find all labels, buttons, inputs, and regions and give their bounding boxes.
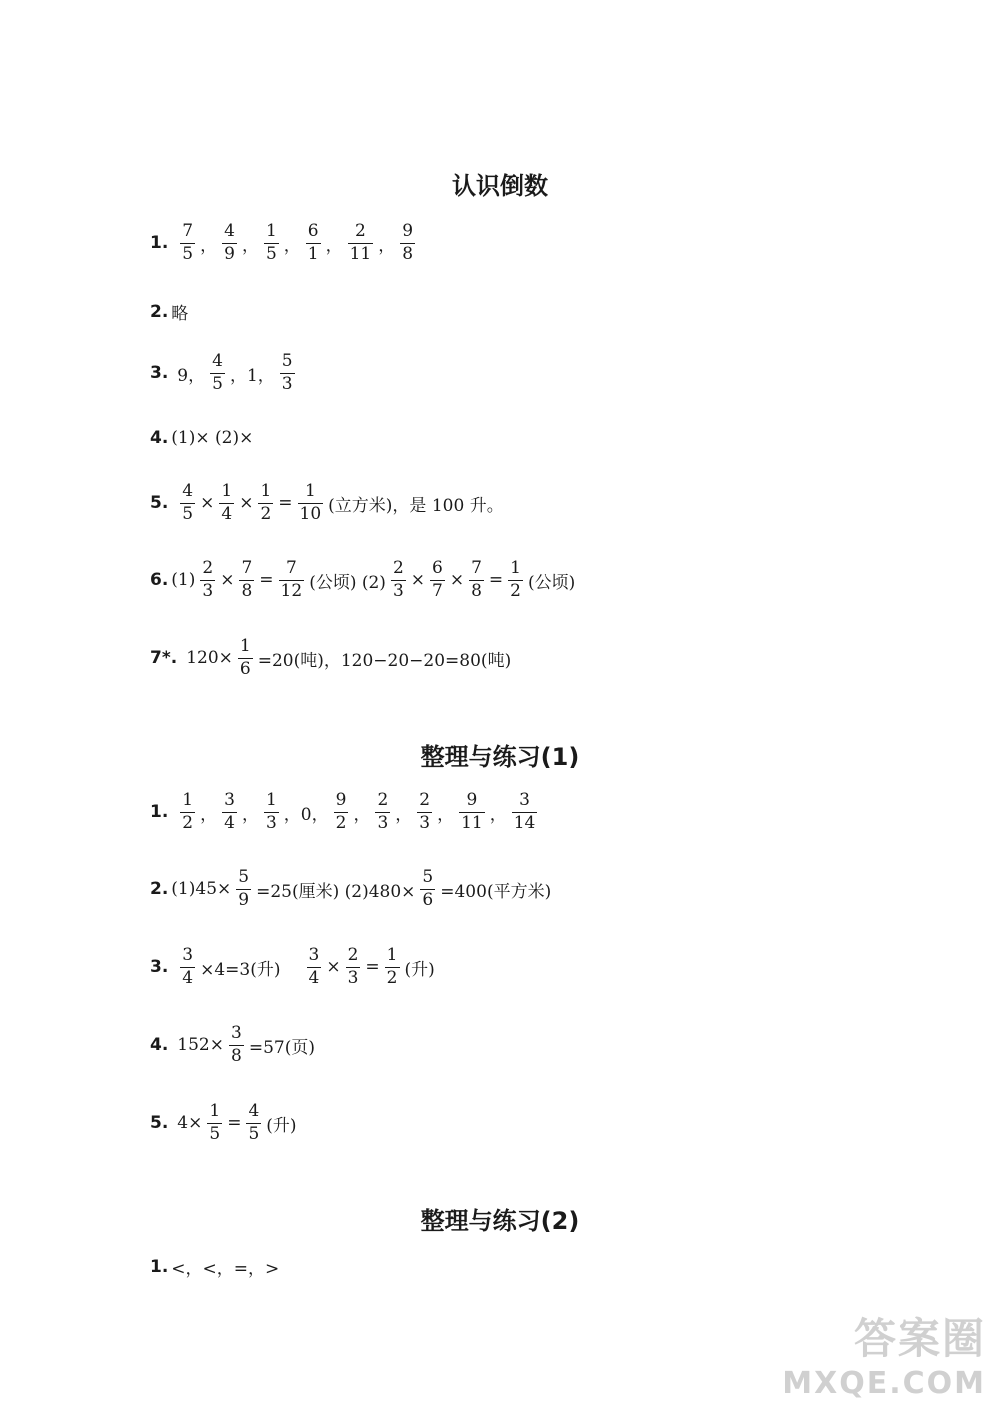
fraction: $\frac{1}{2}$ <box>182 790 194 833</box>
question-1: 1. $\frac{7}{5}$ ， $\frac{4}{9}$ ， $\frac{1}{5}$ ， $\frac{6}{1}$ ， $\frac{2}{11}$ ， $\frac{9}{8}$ <box>150 221 414 264</box>
question-number: 6. <box>150 570 169 591</box>
fraction: $\frac{1}{5}$ <box>265 221 277 264</box>
fraction: $\frac{1}{6}$ <box>239 636 251 679</box>
question-number: 4. <box>150 1035 169 1056</box>
fraction: $\frac{3}{4}$ <box>182 945 194 988</box>
fraction: $\frac{3}{4}$ <box>308 945 320 988</box>
watermark <box>782 1306 986 1401</box>
question-2 <box>150 299 189 324</box>
watermark-line-1: 答案圈 <box>853 1314 986 1363</box>
fraction: $\frac{2}{3}$ <box>347 945 359 988</box>
fraction: $\frac{2}{3}$ <box>419 790 431 833</box>
fraction: $\frac{3}{4}$ <box>224 790 235 833</box>
section-title-reciprocal: 认识倒数 <box>452 172 548 200</box>
fraction: $\frac{3}{8}$ <box>231 1023 242 1066</box>
question-number: 1. <box>150 1256 169 1277</box>
fraction: $\frac{4}{5}$ <box>212 351 223 394</box>
section-title-review-1: 整理与练习(1) <box>420 743 580 771</box>
question-number: 4. <box>150 428 169 448</box>
fraction: $\frac{2}{3}$ <box>392 558 404 601</box>
question-number: 3. <box>150 957 169 978</box>
fraction: $\frac{1}{5}$ <box>209 1101 221 1144</box>
question-number: 7*. <box>150 648 178 669</box>
question-1 <box>150 1254 280 1279</box>
fraction: $\frac{1}{3}$ <box>265 790 277 833</box>
question-number: 1. <box>150 802 169 823</box>
answer-text: 略 <box>171 304 189 324</box>
fraction: $\frac{2}{11}$ <box>349 221 372 264</box>
fraction: $\frac{9}{2}$ <box>335 790 347 833</box>
question-7: 7*. 120× $\frac{1}{6}$ =20(吨)，120−20−20=80(吨) <box>150 636 512 679</box>
question-3: 3. $\frac{3}{4}$ ×4=3(升) $\frac{3}{4}$ × $\frac{2}{3}$ = $\frac{1}{2}$ (升) <box>150 945 435 988</box>
fraction: $\frac{7}{8}$ <box>471 558 482 601</box>
question-4 <box>150 428 254 448</box>
question-2: 2. (1)45× $\frac{5}{9}$ =25(厘米) (2)480× $\frac{5}{6}$ =400(平方米) <box>150 867 552 910</box>
question-number: 2. <box>150 879 169 900</box>
fraction: $\frac{6}{7}$ <box>432 558 443 601</box>
fraction: $\frac{1}{2}$ <box>386 945 398 988</box>
section-title-review-2: 整理与练习(2) <box>420 1207 580 1235</box>
answer-text: (1)× (2)× <box>171 428 254 448</box>
fraction: $\frac{3}{14}$ <box>513 790 536 833</box>
fraction: $\frac{7}{5}$ <box>182 221 194 264</box>
question-1: 1. $\frac{1}{2}$ ， $\frac{3}{4}$ ， $\frac{1}{3}$ ，0， $\frac{9}{2}$ ， $\frac{2}{3}$ ， $\frac{2}{3}$ ， $\frac{9}{11}$ ， $\frac{3}{14}$ <box>150 790 536 833</box>
fraction: $\frac{2}{3}$ <box>377 790 389 833</box>
question-number: 1. <box>150 233 169 254</box>
fraction: $\frac{4}{5}$ <box>248 1101 260 1144</box>
fraction: $\frac{5}{9}$ <box>238 867 250 910</box>
fraction: $\frac{1}{10}$ <box>299 481 322 524</box>
question-number: 3. <box>150 363 169 384</box>
fraction: $\frac{1}{4}$ <box>221 481 233 524</box>
fraction: $\frac{1}{2}$ <box>260 481 272 524</box>
fraction: $\frac{9}{11}$ <box>461 790 483 833</box>
fraction: $\frac{6}{1}$ <box>307 221 319 264</box>
question-number: 2. <box>150 301 169 322</box>
fraction: $\frac{5}{6}$ <box>422 867 434 910</box>
question-5: 5. $\frac{4}{5}$ × $\frac{1}{4}$ × $\frac{1}{2}$ = $\frac{1}{10}$ (立方米)，是 100 升。 <box>150 481 504 524</box>
question-5: 5. 4× $\frac{1}{5}$ = $\frac{4}{5}$ (升) <box>150 1101 297 1144</box>
question-4: 4. 152× $\frac{3}{8}$ =57(页) <box>150 1023 315 1066</box>
watermark-line-2: MXQE.COM <box>782 1366 986 1401</box>
question-number: 5. <box>150 1113 169 1134</box>
fraction: $\frac{5}{3}$ <box>281 351 293 394</box>
question-3: 3. 9， $\frac{4}{5}$ ，1， $\frac{5}{3}$ <box>150 351 293 394</box>
fraction: $\frac{7}{12}$ <box>280 558 303 601</box>
fraction: $\frac{4}{9}$ <box>224 221 235 264</box>
fraction: $\frac{4}{5}$ <box>182 481 194 524</box>
fraction: $\frac{1}{2}$ <box>510 558 521 601</box>
answer-text: <，<，=，> <box>171 1259 280 1279</box>
question-6: 6. (1) $\frac{2}{3}$ × $\frac{7}{8}$ = $\frac{7}{12}$ (公顷) (2) $\frac{2}{3}$ × $\frac{6}{7}$ × $\frac{7}{8}$ = $\frac{1}{2}$ (公顷) <box>150 558 576 601</box>
fraction: $\frac{7}{8}$ <box>241 558 253 601</box>
question-number: 5. <box>150 493 169 514</box>
fraction: $\frac{2}{3}$ <box>202 558 214 601</box>
fraction: $\frac{9}{8}$ <box>402 221 414 264</box>
